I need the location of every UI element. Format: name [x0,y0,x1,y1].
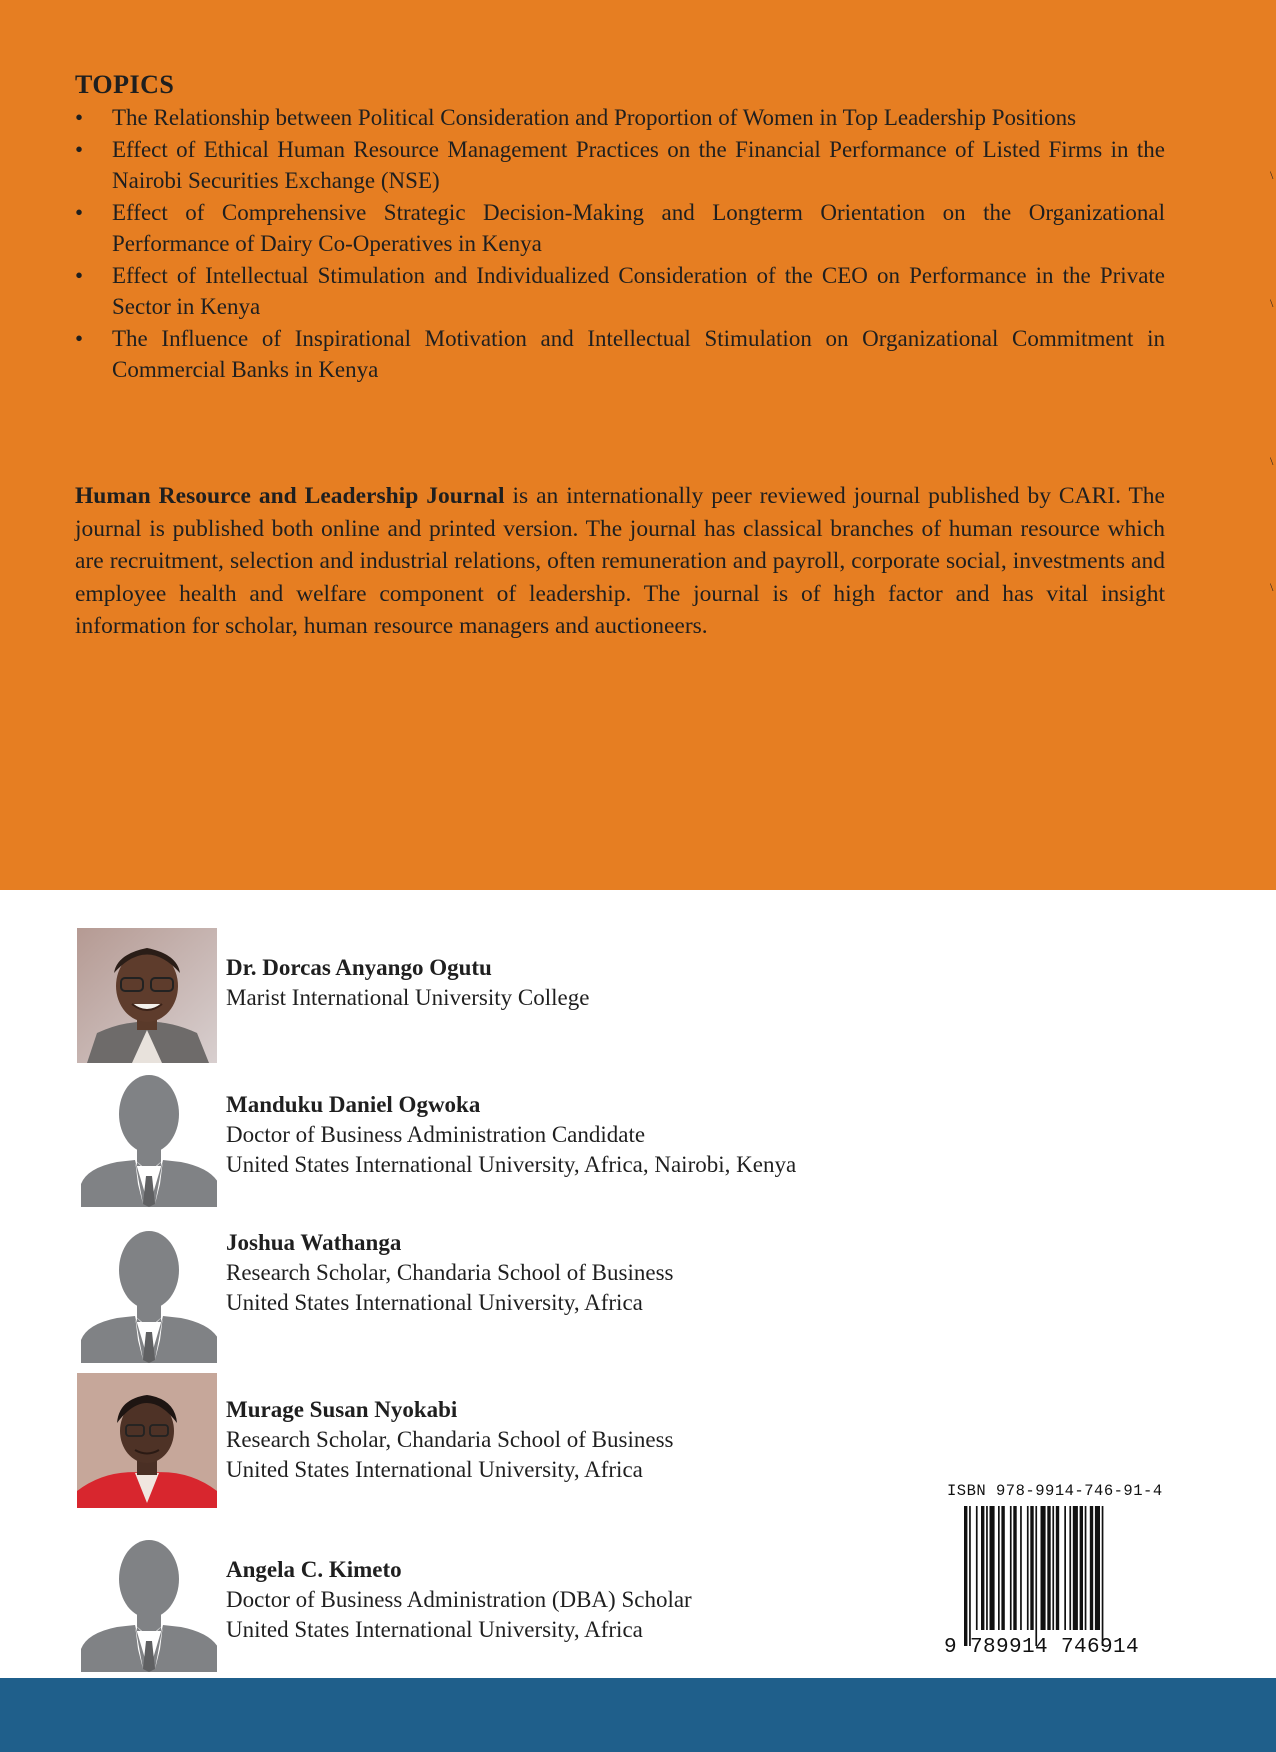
barcode-bar [969,1506,971,1646]
author-details [226,953,589,1013]
barcode-bar [986,1506,988,1630]
barcode-bar [1052,1506,1054,1630]
author-photo [77,1072,217,1207]
barcode-bar [990,1506,995,1630]
person-silhouette-icon [77,1228,217,1363]
topic-text: Effect of Comprehensive Strategic Decision-Making and Longterm Orientation on the Organizational Performance of Dairy Co-Operatives in Kenya [112,199,1165,256]
journal-description [75,480,1165,643]
isbn-label: ISBN 978-9914-746-91-4 [947,1482,1163,1500]
author-name: Dr. Dorcas Anyango Ogutu [226,955,492,980]
author-affiliation: United States International University, Africa [226,1290,643,1315]
barcode-bar [1035,1506,1037,1646]
author-affiliation: Research Scholar, Chandaria School of Business [226,1260,674,1285]
barcode-bar [1095,1506,1100,1630]
barcode-bar [1064,1506,1066,1630]
edge-mark: \ [1270,168,1274,182]
edge-mark: \ [1270,296,1274,310]
person-silhouette-icon [77,1072,217,1207]
author-details [226,1228,673,1318]
author-photo [77,928,217,1063]
topic-item [75,134,1165,197]
barcode-bar [981,1506,984,1630]
bullet-icon: • [75,105,84,130]
barcode-bar [1069,1506,1071,1630]
isbn-barcode-block [944,1482,1164,1662]
author-name: Murage Susan Nyokabi [226,1397,458,1422]
portrait-woman-red-icon [77,1373,217,1508]
author-details [226,1555,692,1645]
edge-mark: \ [1270,580,1274,594]
author-name: Joshua Wathanga [226,1230,402,1255]
topic-text: Effect of Ethical Human Resource Management Practices on the Financial Performance of Listed Firms in the Nairobi Securities Exchange (NSE) [112,136,1165,193]
barcode-bar [1047,1506,1050,1630]
barcode-bar [1001,1506,1004,1630]
barcode-bar [1090,1506,1093,1630]
barcode-bar [1085,1506,1087,1630]
barcode-bar [1027,1506,1029,1630]
barcode-bar [976,1506,978,1630]
footer-band [0,1678,1276,1752]
author-photo [77,1373,217,1508]
topic-item [75,197,1165,260]
author-details [226,1395,673,1485]
barcode-bar [1010,1506,1012,1630]
journal-description-text: is an internationally peer reviewed journal published by CARI. The journal is published both online and printed version. The journal has classical branches of human resource which are recruitment, selection and industrial relations, often remuneration and payroll, corporate social, investments and employee health and welfare component of leadership. The journal is of high factor and has vital insight information for scholar, human resource managers and auctioneers. [75,483,1165,639]
topics-list [75,102,1165,386]
portrait-woman-glasses-icon [77,928,217,1063]
barcode-bar [1056,1506,1059,1630]
barcode-bar [998,1506,1000,1630]
topic-text: Effect of Intellectual Stimulation and Individualized Consideration of the CEO on Performance in the Private Sector in Kenya [112,262,1165,319]
author-affiliation: United States International University, Africa, Nairobi, Kenya [226,1152,797,1177]
edge-mark: \ [1270,454,1274,468]
barcode-bar [1030,1506,1033,1630]
topics-heading: TOPICS [75,70,175,99]
author-name: Manduku Daniel Ogwoka [226,1092,481,1117]
topic-text: The Relationship between Political Consideration and Proportion of Women in Top Leadership Positions [112,105,1077,130]
bullet-icon: • [75,199,84,225]
author-affiliation: Doctor of Business Administration Candidate [226,1122,646,1147]
author-affiliation: Doctor of Business Administration (DBA) Scholar [226,1587,692,1612]
author-affiliation: United States International University, Africa [226,1617,643,1642]
barcode-digits: 9 789914 746914 [944,1636,1140,1659]
barcode-bar [1073,1506,1078,1630]
barcode-bar [1013,1506,1016,1630]
barcode-bar [964,1506,967,1646]
topic-item [75,102,1165,134]
person-silhouette-icon [77,1537,217,1672]
barcode-bar [1080,1506,1083,1630]
barcode-bar [1102,1506,1104,1646]
author-name: Angela C. Kimeto [226,1557,402,1582]
barcode-bar [1041,1506,1046,1630]
barcode-bar [1020,1506,1022,1630]
author-affiliation: Marist International University College [226,985,590,1010]
author-photo [77,1537,217,1672]
topic-item [75,323,1165,386]
bullet-icon: • [75,136,84,162]
author-affiliation: United States International University, Africa [226,1457,643,1482]
bullet-icon: • [75,262,84,288]
bullet-icon: • [75,325,84,351]
author-details [226,1090,796,1180]
barcode-icon [964,1506,1144,1646]
journal-name: Human Resource and Leadership Journal [75,483,505,509]
topic-item [75,260,1165,323]
author-photo [77,1228,217,1363]
author-affiliation: Research Scholar, Chandaria School of Business [226,1427,674,1452]
topic-text: The Influence of Inspirational Motivation and Intellectual Stimulation on Organizational Commitment in Commercial Banks in Kenya [112,325,1165,382]
